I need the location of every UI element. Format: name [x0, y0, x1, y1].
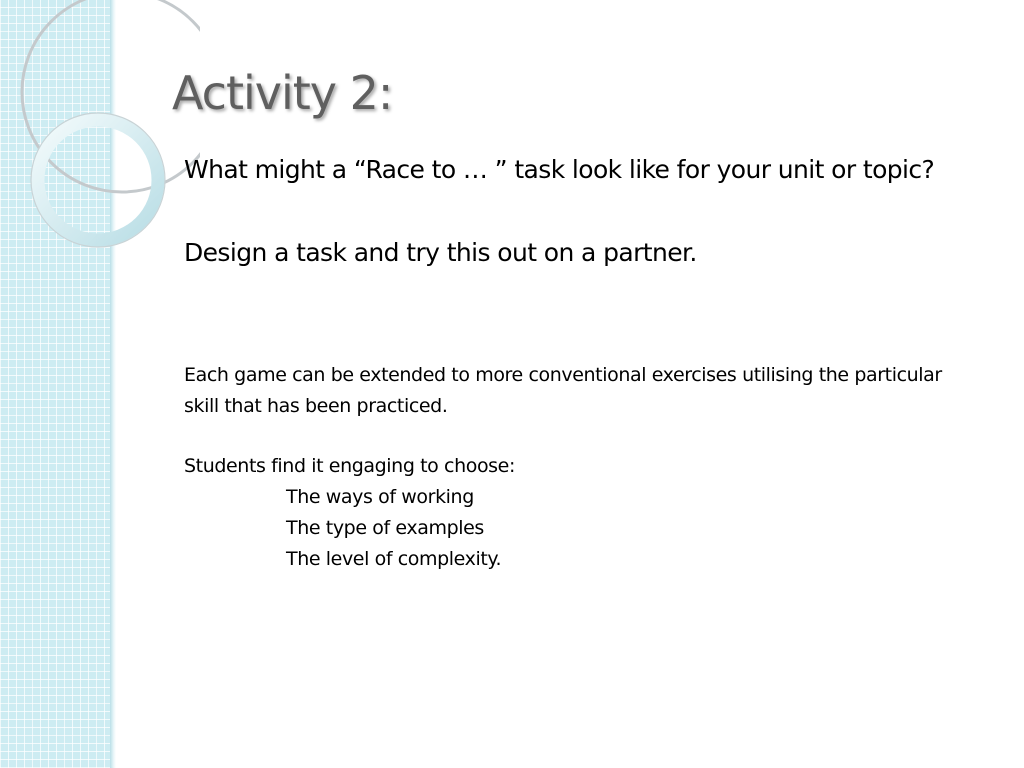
extension-note: Each game can be extended to more conventional exercises utilising the particular skill that has been practiced.: [184, 364, 942, 417]
slide-title: Activity 2:: [172, 66, 393, 120]
question-text: What might a “Race to … ” task look like for your unit or topic?: [184, 155, 935, 184]
slide-body: [184, 150, 944, 575]
list-item: The level of complexity.: [286, 548, 502, 570]
choices-list: [184, 482, 944, 575]
small-ring: [38, 120, 158, 240]
choices-intro: Students find it engaging to choose:: [184, 455, 515, 477]
list-item: The type of examples: [286, 517, 484, 539]
list-item: The ways of working: [286, 486, 474, 508]
decorative-rings: [0, 0, 200, 260]
instruction-text: Design a task and try this out on a partner.: [184, 238, 697, 267]
